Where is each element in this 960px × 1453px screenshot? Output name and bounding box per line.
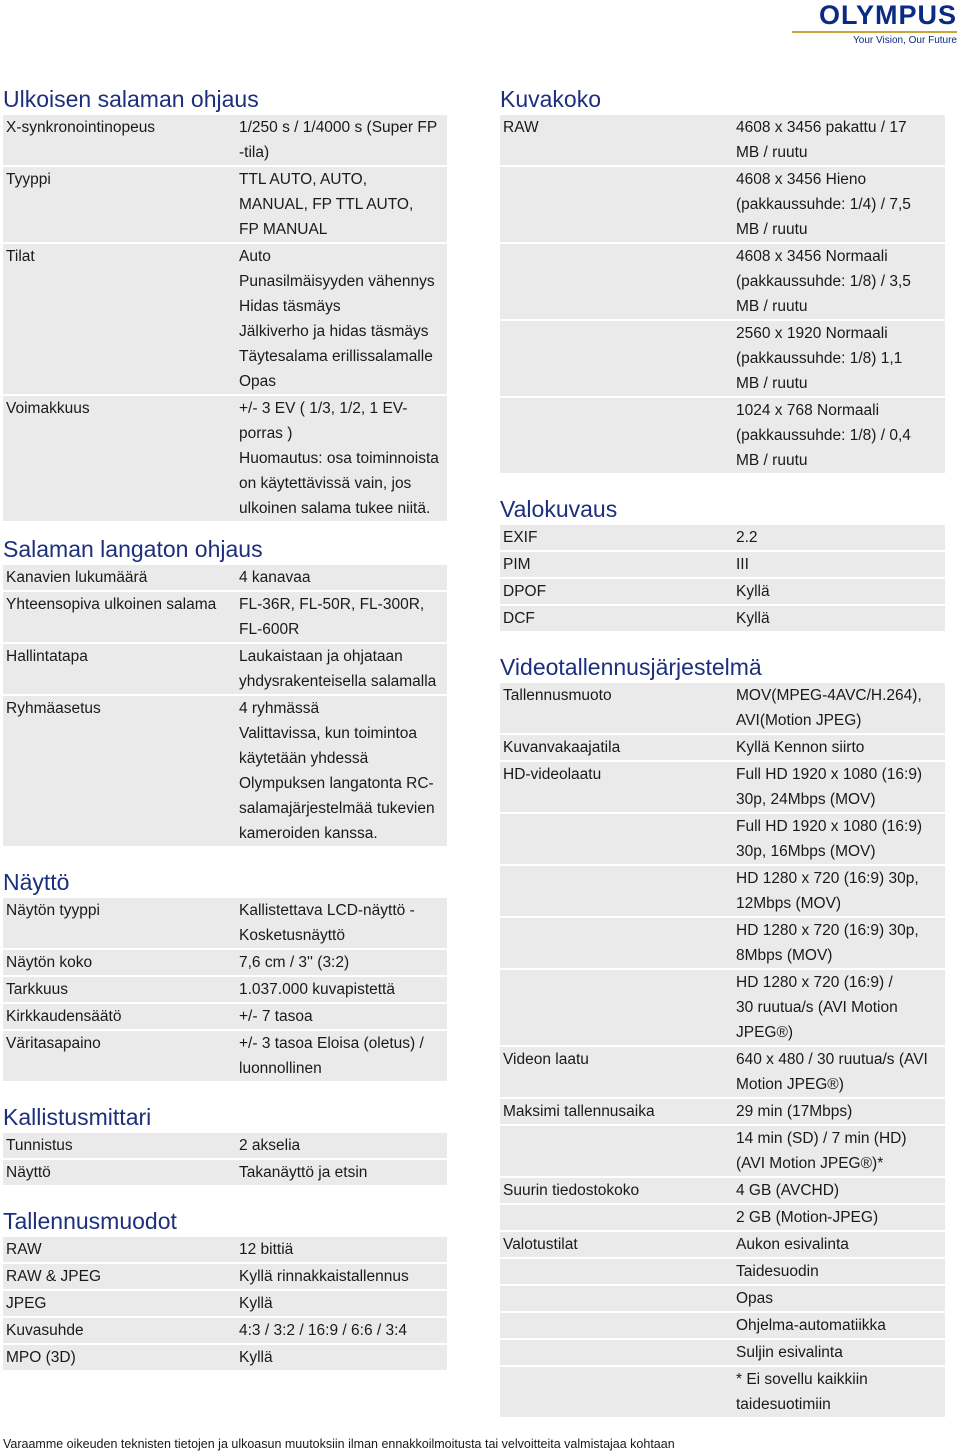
spec-label bbox=[500, 1313, 733, 1338]
spec-label bbox=[500, 970, 733, 1045]
spec-value-line: luonnollinen bbox=[239, 1060, 322, 1077]
spec-value bbox=[733, 244, 945, 319]
spec-row bbox=[3, 1318, 447, 1343]
spec-label: Tunnistus bbox=[3, 1133, 236, 1158]
spec-value bbox=[236, 396, 447, 521]
spec-row bbox=[3, 115, 447, 165]
spec-value-line: Kosketusnäyttö bbox=[239, 927, 345, 944]
spec-table bbox=[500, 113, 945, 475]
spec-value-line: III bbox=[736, 556, 749, 573]
spec-label: Ryhmäasetus bbox=[3, 696, 236, 846]
spec-value bbox=[733, 606, 945, 631]
spec-value-line: Takanäyttö ja etsin bbox=[239, 1164, 368, 1181]
spec-value-line: Ohjelma-automatiikka bbox=[736, 1317, 886, 1334]
spec-value bbox=[733, 866, 945, 916]
spec-value-line: Taidesuodin bbox=[736, 1263, 819, 1280]
spec-value bbox=[236, 1133, 447, 1158]
spec-label: Tarkkuus bbox=[3, 977, 236, 1002]
spec-row bbox=[3, 1133, 447, 1158]
spec-value-line: * Ei sovellu kaikkiin bbox=[736, 1371, 868, 1388]
spec-row bbox=[500, 552, 945, 577]
spec-value-line: 2 akselia bbox=[239, 1137, 301, 1154]
spec-value-line: MANUAL, FP TTL AUTO, bbox=[239, 196, 414, 213]
footer-disclaimer: Varaamme oikeuden teknisten tietojen ja ulkoasun muutoksiin ilman ennakkoilmoitusta tai velvoitteita valmistajaa kohtaan bbox=[3, 1437, 675, 1451]
spec-value-line: FL-600R bbox=[239, 621, 300, 638]
spec-value bbox=[733, 814, 945, 864]
spec-row bbox=[3, 396, 447, 521]
spec-row bbox=[500, 1367, 945, 1417]
spec-value-line: Punasilmäisyyden vähennys bbox=[239, 273, 435, 290]
spec-value-line: 2.2 bbox=[736, 529, 758, 546]
spec-value bbox=[236, 565, 447, 590]
spec-value-line: Kyllä bbox=[239, 1295, 273, 1312]
spec-value-line: MB / ruutu bbox=[736, 298, 808, 315]
spec-label: Tallennusmuoto bbox=[500, 683, 733, 733]
spec-value-line: on käytettävissä vain, jos bbox=[239, 475, 412, 492]
spec-value-line: HD 1280 x 720 (16:9) 30p, bbox=[736, 922, 919, 939]
spec-label: MPO (3D) bbox=[3, 1345, 236, 1370]
spec-value bbox=[733, 1313, 945, 1338]
spec-row bbox=[500, 1286, 945, 1311]
left-column bbox=[3, 83, 447, 1372]
section-spacer bbox=[3, 848, 447, 866]
spec-label bbox=[500, 866, 733, 916]
spec-row bbox=[3, 1237, 447, 1262]
spec-value bbox=[236, 1237, 447, 1262]
section-title: Salaman langaton ohjaus bbox=[3, 536, 263, 562]
spec-value-line: HD 1280 x 720 (16:9) / bbox=[736, 974, 893, 991]
spec-value bbox=[733, 1099, 945, 1124]
spec-label: Videon laatu bbox=[500, 1047, 733, 1097]
spec-label bbox=[500, 918, 733, 968]
spec-row bbox=[3, 167, 447, 242]
spec-label: RAW bbox=[500, 115, 733, 165]
spec-row bbox=[500, 735, 945, 760]
spec-label: Kuvanvakaajatila bbox=[500, 735, 733, 760]
spec-value-line: 30 ruutua/s (AVI Motion bbox=[736, 999, 898, 1016]
spec-label bbox=[500, 1205, 733, 1230]
spec-value-line: 2560 x 1920 Normaali bbox=[736, 325, 888, 342]
spec-value-line: MB / ruutu bbox=[736, 144, 808, 161]
spec-value-line: 14 min (SD) / 7 min (HD) bbox=[736, 1130, 907, 1147]
spec-value-line: (AVI Motion JPEG®)* bbox=[736, 1155, 884, 1172]
spec-value-line: 4 ryhmässä bbox=[239, 700, 320, 717]
spec-row bbox=[3, 1004, 447, 1029]
spec-row bbox=[3, 1345, 447, 1370]
spec-row bbox=[3, 696, 447, 846]
spec-label bbox=[500, 244, 733, 319]
spec-value-line: -tila) bbox=[239, 144, 270, 161]
spec-value-line: 30p, 16Mbps (MOV) bbox=[736, 843, 876, 860]
section-videotallennusjarjestelma bbox=[500, 651, 945, 1419]
spec-value-line: 4 GB (AVCHD) bbox=[736, 1182, 840, 1199]
spec-value bbox=[733, 1286, 945, 1311]
spec-value-line: +/- 3 EV ( 1/3, 1/2, 1 EV- bbox=[239, 400, 408, 417]
spec-row bbox=[500, 1099, 945, 1124]
spec-value bbox=[733, 1367, 945, 1417]
section-title: Valokuvaus bbox=[500, 496, 618, 522]
spec-value-line: 30p, 24Mbps (MOV) bbox=[736, 791, 876, 808]
spec-value bbox=[733, 525, 945, 550]
section-title: Näyttö bbox=[3, 869, 70, 895]
spec-row bbox=[500, 579, 945, 604]
spec-value-line: Full HD 1920 x 1080 (16:9) bbox=[736, 818, 923, 835]
spec-value-line: Opas bbox=[736, 1290, 774, 1307]
spec-value-line: Kyllä rinnakkaistallennus bbox=[239, 1268, 409, 1285]
spec-value-line: Kyllä bbox=[239, 1349, 273, 1366]
spec-row bbox=[500, 683, 945, 733]
section-spacer bbox=[500, 475, 945, 493]
spec-value bbox=[236, 244, 447, 394]
spec-value-line: MB / ruutu bbox=[736, 375, 808, 392]
spec-value-line: FL-36R, FL-50R, FL-300R, bbox=[239, 596, 425, 613]
spec-value-line: 4608 x 3456 Hieno bbox=[736, 171, 867, 188]
spec-value-line: Hidas täsmäys bbox=[239, 298, 341, 315]
spec-value-line: Kallistettava LCD-näyttö - bbox=[239, 902, 415, 919]
spec-row bbox=[500, 1047, 945, 1097]
section-spacer bbox=[3, 1187, 447, 1205]
spec-table bbox=[3, 1235, 447, 1372]
spec-value bbox=[733, 398, 945, 473]
section-kuvakoko bbox=[500, 83, 945, 475]
spec-value bbox=[236, 950, 447, 975]
section-spacer bbox=[500, 633, 945, 651]
spec-value-line: Kyllä Kennon siirto bbox=[736, 739, 865, 756]
spec-value bbox=[733, 683, 945, 733]
spec-label: Valotustilat bbox=[500, 1232, 733, 1257]
spec-label: Hallintatapa bbox=[3, 644, 236, 694]
spec-value bbox=[236, 644, 447, 694]
spec-row bbox=[500, 970, 945, 1045]
spec-row bbox=[3, 977, 447, 1002]
spec-row bbox=[500, 1205, 945, 1230]
section-valokuvaus bbox=[500, 493, 945, 633]
spec-value bbox=[733, 970, 945, 1045]
logo-wordmark: OLYMPUS bbox=[818, 0, 957, 30]
spec-label: Näyttö bbox=[3, 1160, 236, 1185]
spec-row bbox=[500, 866, 945, 916]
spec-label: EXIF bbox=[500, 525, 733, 550]
spec-value bbox=[733, 579, 945, 604]
spec-row bbox=[3, 244, 447, 394]
spec-label: DCF bbox=[500, 606, 733, 631]
spec-label: X-synkronointinopeus bbox=[3, 115, 236, 165]
spec-value bbox=[733, 1340, 945, 1365]
spec-label: Kanavien lukumäärä bbox=[3, 565, 236, 590]
spec-value bbox=[236, 1318, 447, 1343]
spec-label bbox=[500, 1286, 733, 1311]
spec-value-line: 12Mbps (MOV) bbox=[736, 895, 842, 912]
spec-label: Tilat bbox=[3, 244, 236, 394]
spec-value-line: Laukaistaan ja ohjataan bbox=[239, 648, 403, 665]
spec-row bbox=[3, 1160, 447, 1185]
spec-row bbox=[500, 1178, 945, 1203]
spec-value-line: Full HD 1920 x 1080 (16:9) bbox=[736, 766, 923, 783]
spec-row bbox=[500, 525, 945, 550]
spec-value-line: Suljin esivalinta bbox=[736, 1344, 843, 1361]
spec-label bbox=[500, 321, 733, 396]
spec-row bbox=[500, 1232, 945, 1257]
spec-value-line: 4:3 / 3:2 / 16:9 / 6:6 / 3:4 bbox=[239, 1322, 408, 1339]
spec-value bbox=[236, 592, 447, 642]
spec-row bbox=[3, 592, 447, 642]
spec-row bbox=[500, 1313, 945, 1338]
spec-table bbox=[500, 681, 945, 1419]
spec-value-line: AVI(Motion JPEG) bbox=[736, 712, 862, 729]
spec-label: Näytön tyyppi bbox=[3, 898, 236, 948]
spec-table bbox=[500, 523, 945, 633]
spec-value-line: 4608 x 3456 Normaali bbox=[736, 248, 888, 265]
spec-value-line: HD 1280 x 720 (16:9) 30p, bbox=[736, 870, 919, 887]
right-column bbox=[500, 83, 945, 1419]
spec-value-line: Opas bbox=[239, 373, 277, 390]
spec-row bbox=[3, 1291, 447, 1316]
spec-value-line: salamajärjestelmää tukevien bbox=[239, 800, 435, 817]
spec-value bbox=[733, 735, 945, 760]
spec-row bbox=[500, 918, 945, 968]
spec-table bbox=[3, 1131, 447, 1187]
spec-value-line: JPEG®) bbox=[736, 1024, 794, 1041]
section-ulkoisen-salaman-ohjaus bbox=[3, 83, 447, 523]
spec-value-line: Valittavissa, kun toimintoa bbox=[239, 725, 418, 742]
spec-value bbox=[236, 1264, 447, 1289]
spec-label: Kirkkaudensäätö bbox=[3, 1004, 236, 1029]
spec-label bbox=[500, 398, 733, 473]
spec-value bbox=[733, 167, 945, 242]
spec-value bbox=[236, 1031, 447, 1081]
spec-value-line: (pakkaussuhde: 1/8) / 3,5 bbox=[736, 273, 911, 290]
spec-label bbox=[500, 1259, 733, 1284]
section-title: Videotallennusjärjestelmä bbox=[500, 654, 762, 680]
spec-value-line: 4 kanavaa bbox=[239, 569, 311, 586]
spec-label: Yhteensopiva ulkoinen salama bbox=[3, 592, 236, 642]
spec-label bbox=[500, 1340, 733, 1365]
spec-value-line: 29 min (17Mbps) bbox=[736, 1103, 853, 1120]
spec-row bbox=[500, 321, 945, 396]
spec-value-line: Jälkiverho ja hidas täsmäys bbox=[239, 323, 429, 340]
spec-label bbox=[500, 1367, 733, 1417]
spec-label: Maksimi tallennusaika bbox=[500, 1099, 733, 1124]
spec-value bbox=[236, 167, 447, 242]
spec-value-line: Olympuksen langatonta RC- bbox=[239, 775, 434, 792]
spec-value bbox=[733, 115, 945, 165]
section-naytto bbox=[3, 866, 447, 1083]
spec-row bbox=[500, 115, 945, 165]
spec-value bbox=[236, 696, 447, 846]
spec-value bbox=[236, 1345, 447, 1370]
spec-value bbox=[236, 115, 447, 165]
spec-label: Suurin tiedostokoko bbox=[500, 1178, 733, 1203]
spec-row bbox=[3, 898, 447, 948]
spec-value-line: 4608 x 3456 pakattu / 17 bbox=[736, 119, 907, 136]
spec-value-line: Aukon esivalinta bbox=[736, 1236, 849, 1253]
spec-label bbox=[500, 167, 733, 242]
logo-tagline: Your Vision, Our Future bbox=[853, 35, 957, 46]
section-title: Ulkoisen salaman ohjaus bbox=[3, 86, 259, 112]
spec-value bbox=[236, 1004, 447, 1029]
spec-value bbox=[236, 1160, 447, 1185]
spec-value-line: 7,6 cm / 3'' (3:2) bbox=[239, 954, 350, 971]
spec-value bbox=[236, 1291, 447, 1316]
spec-row bbox=[500, 1126, 945, 1176]
section-tallennusmuodot bbox=[3, 1205, 447, 1372]
olympus-logo bbox=[792, 2, 957, 47]
spec-label: RAW & JPEG bbox=[3, 1264, 236, 1289]
spec-value-line: 12 bittiä bbox=[239, 1241, 294, 1258]
spec-value-line: (pakkaussuhde: 1/8) / 0,4 bbox=[736, 427, 911, 444]
spec-value bbox=[733, 1205, 945, 1230]
spec-row bbox=[500, 398, 945, 473]
spec-value-line: Auto bbox=[239, 248, 271, 265]
spec-table bbox=[3, 896, 447, 1083]
spec-value bbox=[236, 898, 447, 948]
spec-value-line: +/- 3 tasoa Eloisa (oletus) / bbox=[239, 1035, 424, 1052]
spec-value-line: 8Mbps (MOV) bbox=[736, 947, 833, 964]
spec-value-line: yhdysrakenteisella salamalla bbox=[239, 673, 437, 690]
spec-value-line: MOV(MPEG-4AVC/H.264), bbox=[736, 687, 922, 704]
spec-row bbox=[500, 1340, 945, 1365]
spec-value-line: ulkoinen salama tukee niitä. bbox=[239, 500, 431, 517]
section-salaman-langaton-ohjaus bbox=[3, 533, 447, 848]
spec-value-line: Huomautus: osa toiminnoista bbox=[239, 450, 439, 467]
spec-value bbox=[733, 918, 945, 968]
spec-label bbox=[500, 814, 733, 864]
section-title: Kuvakoko bbox=[500, 86, 602, 112]
spec-row bbox=[500, 814, 945, 864]
spec-value-line: MB / ruutu bbox=[736, 452, 808, 469]
spec-value bbox=[733, 1232, 945, 1257]
section-title: Kallistusmittari bbox=[3, 1104, 152, 1130]
spec-value-line: 1/250 s / 1/4000 s (Super FP bbox=[239, 119, 438, 136]
spec-label bbox=[500, 1126, 733, 1176]
spec-label: Näytön koko bbox=[3, 950, 236, 975]
spec-value-line: käytetään yhdessä bbox=[239, 750, 369, 767]
spec-value-line: 2 GB (Motion-JPEG) bbox=[736, 1209, 879, 1226]
spec-row bbox=[3, 644, 447, 694]
spec-row bbox=[3, 950, 447, 975]
spec-label: Kuvasuhde bbox=[3, 1318, 236, 1343]
spec-value-line: TTL AUTO, AUTO, bbox=[239, 171, 368, 188]
spec-label: PIM bbox=[500, 552, 733, 577]
spec-row bbox=[500, 762, 945, 812]
section-spacer bbox=[3, 1083, 447, 1101]
spec-value bbox=[733, 1126, 945, 1176]
spec-value-line: (pakkaussuhde: 1/8) 1,1 bbox=[736, 350, 903, 367]
spec-value-line: porras ) bbox=[239, 425, 293, 442]
spec-value-line: Kyllä bbox=[736, 610, 770, 627]
spec-label: HD-videolaatu bbox=[500, 762, 733, 812]
spec-value bbox=[236, 977, 447, 1002]
spec-row bbox=[500, 167, 945, 242]
spec-label: RAW bbox=[3, 1237, 236, 1262]
logo-divider bbox=[792, 31, 957, 33]
spec-label: Voimakkuus bbox=[3, 396, 236, 521]
spec-row bbox=[3, 1264, 447, 1289]
spec-value-line: Motion JPEG®) bbox=[736, 1076, 844, 1093]
spec-value bbox=[733, 1259, 945, 1284]
section-spacer bbox=[3, 523, 447, 533]
spec-value bbox=[733, 1178, 945, 1203]
spec-value-line: FP MANUAL bbox=[239, 221, 328, 238]
spec-value bbox=[733, 762, 945, 812]
spec-value-line: 1024 x 768 Normaali bbox=[736, 402, 880, 419]
spec-value-line: +/- 7 tasoa bbox=[239, 1008, 313, 1025]
spec-value bbox=[733, 321, 945, 396]
spec-value-line: 1.037.000 kuvapistettä bbox=[239, 981, 395, 998]
spec-label: DPOF bbox=[500, 579, 733, 604]
spec-label: Väritasapaino bbox=[3, 1031, 236, 1081]
section-title: Tallennusmuodot bbox=[3, 1208, 177, 1234]
spec-label: JPEG bbox=[3, 1291, 236, 1316]
spec-value-line: taidesuotimiin bbox=[736, 1396, 831, 1413]
spec-value-line: MB / ruutu bbox=[736, 221, 808, 238]
spec-value-line: 640 x 480 / 30 ruutua/s (AVI bbox=[736, 1051, 928, 1068]
spec-value bbox=[733, 1047, 945, 1097]
spec-label: Tyyppi bbox=[3, 167, 236, 242]
spec-value-line: Kyllä bbox=[736, 583, 770, 600]
spec-row bbox=[3, 1031, 447, 1081]
section-kallistusmittari bbox=[3, 1101, 447, 1187]
spec-row bbox=[3, 565, 447, 590]
spec-value-line: Täytesalama erillissalamalle bbox=[239, 348, 433, 365]
spec-table bbox=[3, 563, 447, 848]
spec-value bbox=[733, 552, 945, 577]
spec-row bbox=[500, 606, 945, 631]
spec-row bbox=[500, 244, 945, 319]
spec-value-line: kameroiden kanssa. bbox=[239, 825, 378, 842]
spec-table bbox=[3, 113, 447, 523]
spec-row bbox=[500, 1259, 945, 1284]
spec-value-line: (pakkaussuhde: 1/4) / 7,5 bbox=[736, 196, 911, 213]
